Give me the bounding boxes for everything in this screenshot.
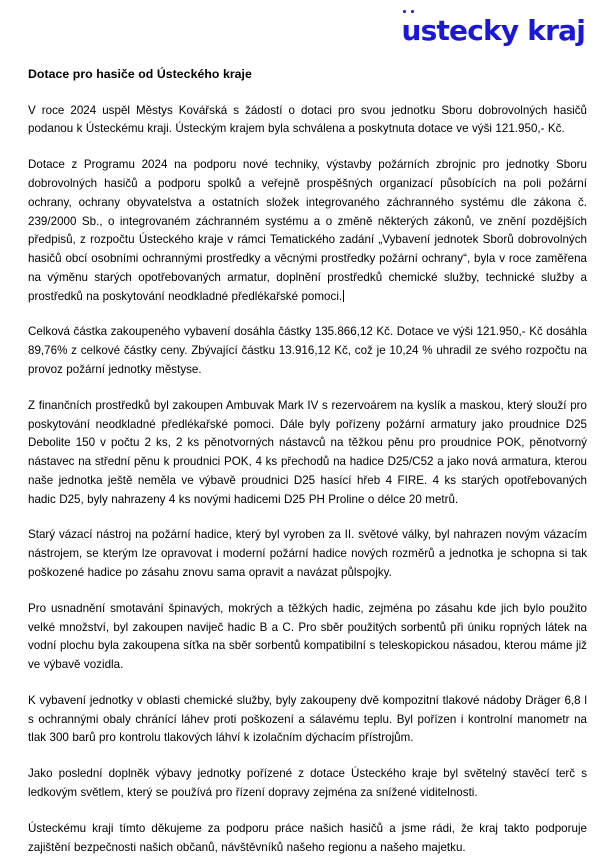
paragraph-thanks: Ústeckému kraji tímto děkujeme za podporu práce našich hasičů a jsme rádi, že kraj takto podporuje zajištění bezpečnosti našich občanů, návštěvníků našeho regionu a našeho majetku. (28, 821, 587, 854)
ustecky-kraj-logo (401, 14, 585, 47)
paragraph-program-details (28, 156, 587, 306)
paragraph-light-target: Jako poslední doplněk výbavy jednotky pořízené z dotace Ústeckého kraje byl světelný stavěcí terč s ledkovým světlem, který se používá pro řízení dopravy zejména za snížené viditelnosti. (28, 767, 587, 800)
paragraph-hose-reel-and-sorbents: Pro usnadnění smotavání špinavých, mokrých a těžkých hadic, zejména po zásahu kde jich bylo použito velké množství, byl zakoupen naviječ hadic B a C. Pro sběr použitých sorbentů při úniku ropných látek na vodní plochu byla zakoupena síťka na sběr sorbentů kompatibilní s teleskopickou násadou, kterou máme již ve výbavě vozidla. (28, 601, 587, 672)
paragraph-hose-binding-tool: Starý vázací nástroj na požární hadice, který byl vyroben za II. světové války, byl nahrazen novým vázacím nástrojem, se kterým lze opravovat i moderní požární hadice nových rozměrů a jednotka je schopna si tak poškozené hadice po zásahu znovu sama opravit a navázat půlspojky. (28, 528, 587, 579)
paragraph-equipment-purchased: Z finančních prostředků byl zakoupen Ambuvak Mark IV s rezervoárem na kyslík a maskou, který slouží pro poskytování neodkladné předlékařské pomoci. Dále byly pořízeny požární armatury jako proudnice D25 Debolite 150 v počtu 2 ks, 2 ks pěnotvorných nástavců na těžkou pěnu pro proudnice POK, pěnotvorný nástavec na střední pěnu k proudnici POK, 4 ks přechodů na hadice D25/C52 a jako nová armatura, kterou naše jednotka ještě neměla ve výbavě proudnici D25 hasící hřeb 4 FIRE. 4 ks starých opotřebovaných hadic D25, byly nahrazeny 4 ks novými hadicemi D25 PH Proline o délce 20 metrů. (28, 398, 587, 506)
logo-diaeresis-mark (402, 10, 417, 16)
logo-u-glyph: u (401, 17, 420, 45)
paragraph-intro: V roce 2024 uspěl Městys Kovářská s žádostí o dotaci pro svou jednotku Sboru dobrovolných hasičů podanou k Ústeckému kraji. Ústeckým krajem byla schválena a poskytnuta dotace ve výši 121.950,- Kč. (28, 103, 587, 136)
header-logo-bar (28, 0, 587, 62)
text-cursor (343, 290, 344, 302)
paragraph-program-text: Dotace z Programu 2024 na podporu nové techniky, výstavby požárních zbrojnic pro jednotky Sboru dobrovolných hasičů a podporu spolků a veřejně prospěšných organizací působících na poli požární ochrany, ochrany obyvatelstva a ostatních složek integrovaného záchranného systému dle zákona č. 239/2000 Sb., o integrovaném záchranném systému a o změně některých zákonů, ve znění pozdějších předpisů, z rozpočtu Ústeckého kraje v rámci Tematického zadání „Vybavení jednotek Sborů dobrovolných hasičů obcí osobními ochrannými prostředky a věcnými prostředky požární ochrany“, byla v roce zaměřena na výměnu starých opotřebovaných armatur, doplnění prostředků chemické služby, technické služby a prostředků na poskytování neodkladné předlékařské pomoci. (28, 158, 587, 303)
page-title: Dotace pro hasiče od Ústeckého kraje (28, 67, 252, 81)
paragraph-financials: Celková částka zakoupeného vybavení dosáhla částky 135.866,12 Kč. Dotace ve výši 121.950,- Kč dosáhla 89,76% z celkové částky ceny. Zbývající částku 13.916,12 Kč, což je 10,24 % uhradil ze svého rozpočtu na provoz požární jednotky městyse. (28, 325, 587, 376)
logo-text: stecky kraj (420, 14, 585, 47)
paragraph-chemical-service: K vybavení jednotky v oblasti chemické služby, byly zakoupeny dvě kompozitní tlakové nádoby Dräger 6,8 l s ochrannými obaly chránící láhev proti poškození a sálavému teplu. Byl pořízen i kontrolní manometr na tlak 300 barů pro kontrolu tlakových láhví k izolačním dýchacím přístrojům. (28, 693, 587, 745)
